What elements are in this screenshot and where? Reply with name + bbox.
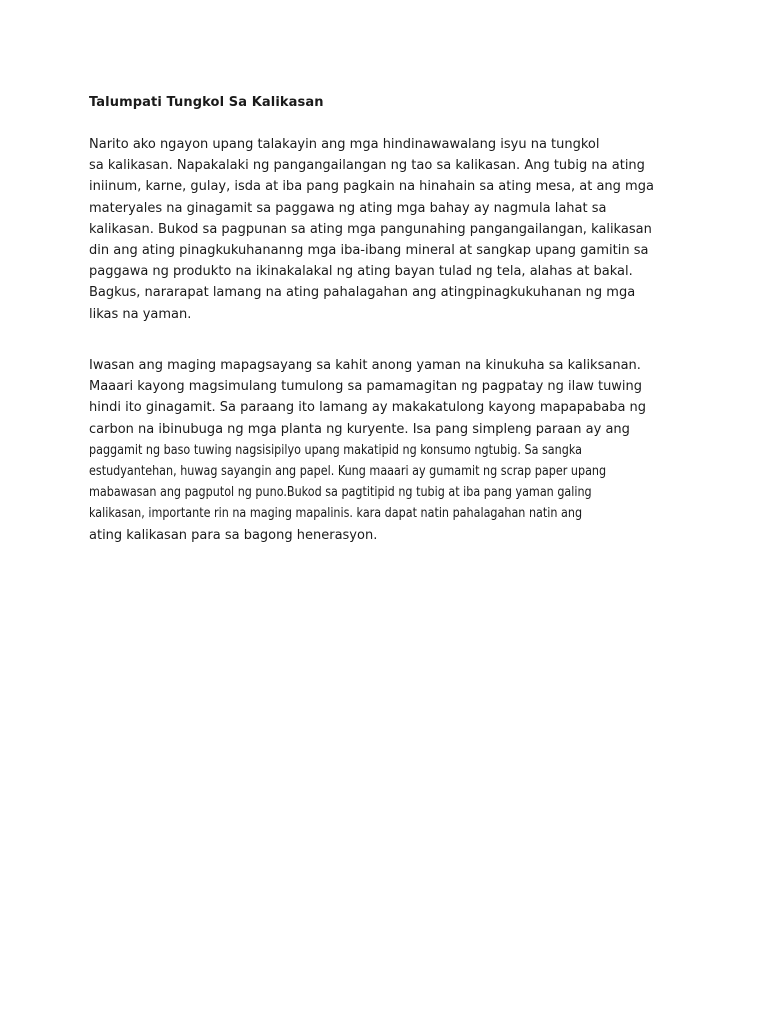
paragraph-line: materyales na ginagamit sa paggawa ng ating mga bahay ay nagmula lahat sa: [89, 200, 607, 216]
paragraph-line: iniinum, karne, gulay, isda at iba pang pagkain na hinahain sa ating mesa, at ang mga: [89, 179, 654, 195]
paragraph-line: estudyantehan, huwag sayangin ang papel. Kung maaari ay gumamit ng scrap paper upang: [89, 464, 607, 480]
paragraph-line: likas na yaman.: [89, 306, 192, 322]
paragraph-line: Bagkus, nararapat lamang na ating pahalagahan ang atingpinagkukuhanan ng mga: [89, 285, 636, 301]
paragraph-line: paggawa ng produkto na ikinakalakal ng ating bayan tulad ng tela, alahas at bakal.: [89, 264, 633, 280]
paragraph-2: [89, 355, 689, 546]
paragraph-line: kalikasan, importante rin na maging mapalinis. kara dapat natin pahalagahan natin ang: [89, 506, 583, 522]
paragraph-line: mabawasan ang pagputol ng puno.Bukod sa pagtitipid ng tubig at iba pang yaman galing: [89, 485, 592, 501]
paragraph-line: Maaari kayong magsimulang tumulong sa pamamagitan ng pagpatay ng ilaw tuwing: [89, 379, 643, 395]
paragraph-line: kalikasan. Bukod sa pagpunan sa ating mga pangunahing pangangailangan, kalikasan: [89, 221, 652, 237]
paragraph-line: carbon na ibinubuga ng mga planta ng kuryente. Isa pang simpleng paraan ay ang: [89, 421, 630, 437]
paragraph-1: [89, 134, 689, 325]
paragraph-line: Iwasan ang maging mapagsayang sa kahit anong yaman na kinukuha sa kaliksanan.: [89, 358, 641, 373]
document-title: Talumpati Tungkol Sa Kalikasan: [89, 95, 324, 110]
paragraph-line: Narito ako ngayon upang talakayin ang mga hindinawawalang isyu na tungkol: [89, 137, 600, 152]
paragraph-line: din ang ating pinagkukuhananng mga iba-ibang mineral at sangkap upang gamitin sa: [89, 243, 649, 259]
paragraph-line: ating kalikasan para sa bagong henerasyon.: [89, 527, 378, 543]
paragraph-line: hindi ito ginagamit. Sa paraang ito lamang ay makakatulong kayong mapapababa ng: [89, 400, 647, 416]
paragraph-line: sa kalikasan. Napakalaki ng pangangailangan ng tao sa kalikasan. Ang tubig na ating: [89, 158, 645, 174]
paragraph-line: paggamit ng baso tuwing nagsisipilyo upang makatipid ng konsumo ngtubig. Sa sangka: [89, 442, 582, 458]
